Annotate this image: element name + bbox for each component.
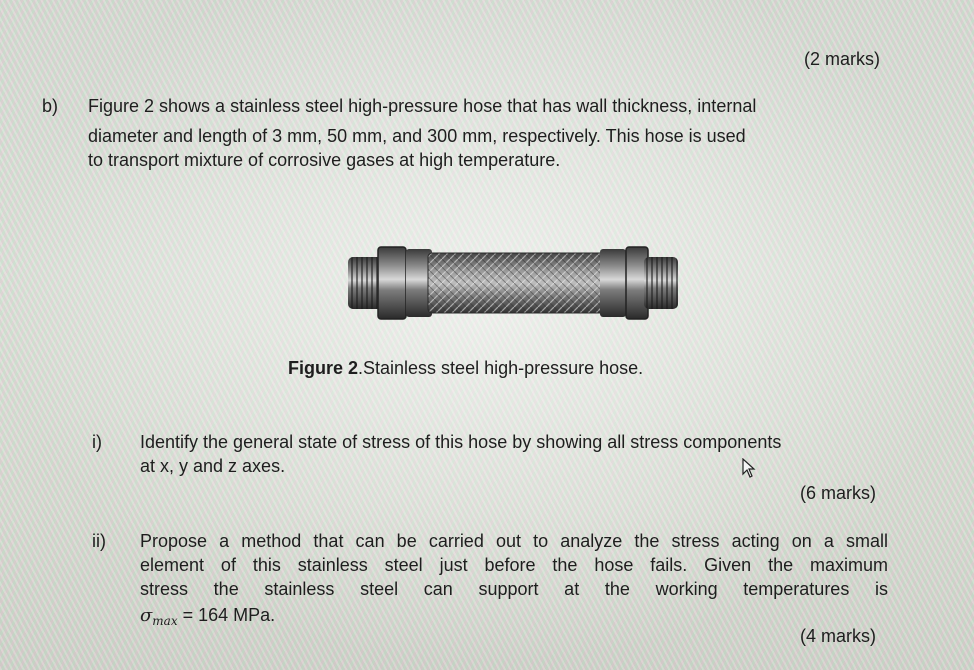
question-ii-line-1: Propose a method that can be carried out to analyze the stress acting on a small xyxy=(140,531,888,551)
part-b-line-2: diameter and length of 3 mm, 50 mm, and 300 mm, respectively. This hose is used xyxy=(88,126,746,146)
sigma-symbol: σ xyxy=(140,605,153,626)
part-b-label: b) xyxy=(42,96,59,116)
question-i-label: i) xyxy=(92,432,102,452)
previous-marks: (2 marks) xyxy=(804,49,880,69)
question-ii-line-3: stress the stainless steel can support at the working temperatures is xyxy=(140,579,888,599)
sigma-subscript: max xyxy=(152,614,178,628)
question-ii-line-2: element of this stainless steel just before the hose fails. Given the maximum xyxy=(140,555,888,575)
figure-caption xyxy=(288,358,643,379)
hose-image xyxy=(346,243,682,323)
question-i-line-2: at x, y and z axes. xyxy=(140,456,286,476)
question-i-line-1: Identify the general state of stress of this hose by showing all stress components xyxy=(140,432,782,452)
question-ii-marks: (4 marks) xyxy=(800,626,876,646)
figure-caption-text: .Stainless steel high-pressure hose. xyxy=(358,358,644,378)
sigma-value: = 164 MPa. xyxy=(182,605,276,625)
sigma-max-equation xyxy=(140,604,275,629)
question-i-marks: (6 marks) xyxy=(800,483,876,503)
part-b-line-1: Figure 2 shows a stainless steel high-pressure hose that has wall thickness, internal xyxy=(88,96,757,116)
figure-caption-label: Figure 2 xyxy=(288,358,359,378)
question-ii-label: ii) xyxy=(92,531,106,551)
part-b-line-3: to transport mixture of corrosive gases at high temperature. xyxy=(88,150,561,170)
mouse-cursor-icon xyxy=(742,458,756,478)
